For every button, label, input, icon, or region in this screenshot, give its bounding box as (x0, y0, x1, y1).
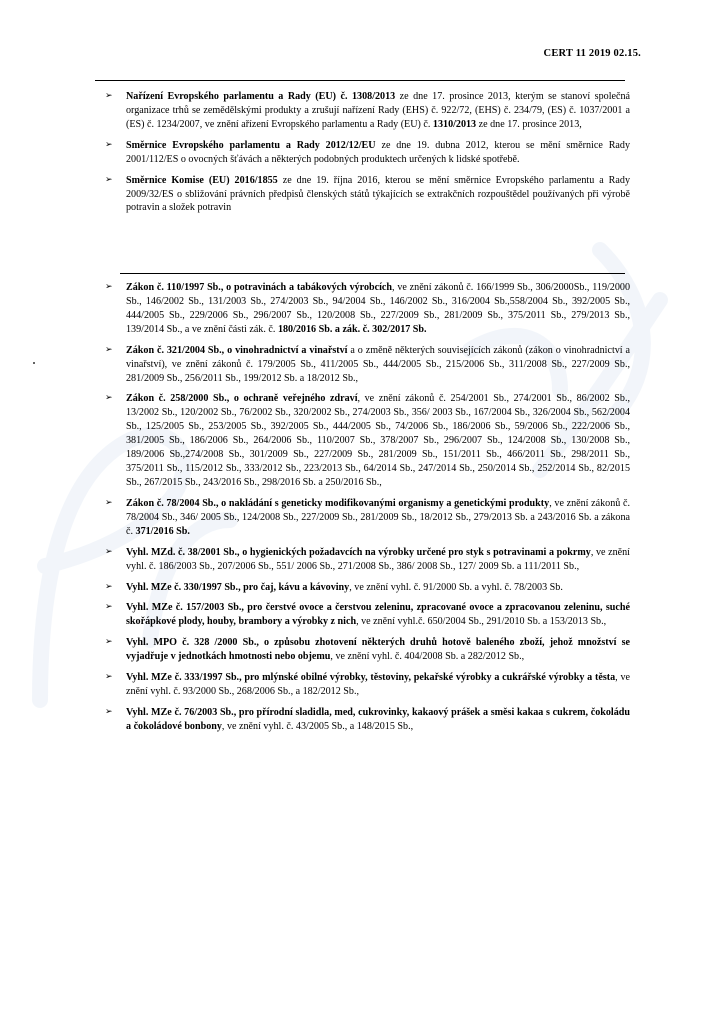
item-title: Vyhl. MZd. č. 38/2001 Sb., o hygienických požadavcích na výrobky určené pro styk s potravinami a pokrmy (126, 546, 591, 558)
stray-mark (33, 362, 35, 364)
item-title: Vyhl. MZe č. 157/2003 Sb., pro čerstvé ovoce a čerstvou zeleninu, zpracované ovoce a zpracovanou zeleninu, suché skořápkové plody, houby, brambory a výrobky z nich (126, 602, 630, 628)
arrow-bullet-icon: ➢ (105, 637, 113, 648)
item-title-2: 1310/2013 (432, 118, 477, 130)
list-item (95, 344, 630, 386)
list-item (95, 497, 630, 539)
item-title: Směrnice Komise (EU) 2016/1855 (126, 174, 278, 186)
item-title: Zákon č. 78/2004 Sb., o nakládání s geneticky modifikovanými organismy a genetickými produkty (126, 497, 550, 509)
arrow-bullet-icon: ➢ (105, 546, 113, 557)
arrow-bullet-icon: ➢ (105, 497, 113, 508)
item-title: Zákon č. 258/2000 Sb., o ochraně veřejného zdraví (126, 393, 358, 405)
arrow-bullet-icon: ➢ (105, 174, 113, 185)
list-item (95, 581, 630, 595)
item-text: , ve znění vyhl. č. 404/2008 Sb. a 282/2012 Sb., (330, 651, 525, 663)
cz-list (95, 281, 630, 734)
item-text-2: ze dne 17. prosince 2013, (476, 118, 582, 130)
arrow-bullet-icon: ➢ (105, 581, 113, 592)
item-title: Vyhl. MPO č. 328 /2000 Sb., o způsobu zhotovení některých druhů hotově baleného zboží, jehož množství se vyjadřuje v jednotkách hmotnosti nebo objemu (126, 637, 630, 663)
section-eu-regulations (95, 90, 630, 222)
item-title: Směrnice Evropského parlamentu a Rady 2012/12/EU (126, 139, 376, 151)
list-item (95, 636, 630, 664)
item-title: Nařízení Evropského parlamentu a Rady (EU) č. 1308/2013 (126, 91, 396, 102)
item-text: , ve znění zákonů č. 254/2001 Sb., 274/2001 Sb., 86/2002 Sb., 13/2002 Sb., 120/2002 Sb., 76/2002 Sb., 320/2002 Sb., 274/2003 Sb., 356/ 2003 Sb., 167/2004 Sb., 326/2004 Sb., 562/2004 Sb., 125/2005 Sb., 253/2005 Sb., 392/2005 Sb., 444/2005 Sb., 74/2006 Sb., 186/2006 Sb., 59/2006 Sb., 222/2006 Sb., 381/2005 Sb., 186/2006 Sb., 264/2006 Sb., 110/2007 Sb., 378/2007 Sb., 296/2007 Sb., 124/2008 Sb., 130/2008 Sb., 189/2006 Sb.,274/2008 Sb., 301/2009 Sb., 227/2009 Sb., 281/2009 Sb., 151/2011 Sb., 466/2011 Sb., 298/2011 Sb., 375/2011 Sb., 115/2012 Sb., 333/2012 Sb., 223/2013 Sb., 64/2014 Sb., 247/2014 Sb., 250/2014 Sb., 252/2014 Sb., 82/2015 Sb., 267/2015 Sb., 243/2016 Sb., 298/2016 Sb. a 250/2016 Sb., (126, 393, 630, 488)
item-text: , ve znění vyhl. č. 93/2000 Sb., 268/2006 Sb., a 182/2012 Sb., (126, 672, 630, 698)
item-text: , ve znění zákonů č. 166/1999 Sb., 306/2000Sb., 119/2000 Sb., 146/2002 Sb., 131/2003 Sb., 274/2003 Sb., 94/2004 Sb., 146/2002 Sb., 316/2004 Sb.,558/2004 Sb., 392/2005 Sb., 444/2005 Sb., 229/2006 Sb., 296/2007 Sb., 120/2008 Sb., 227/2009 Sb., 281/2009 Sb., 375/2011 Sb., 279/2013 Sb., 139/2014 Sb., a ve znění části zák. č. (126, 282, 630, 335)
item-text: , ve znění vyhl. č. 186/2003 Sb., 207/2006 Sb., 551/ 2006 Sb., 271/2008 Sb., 386/ 2008 Sb., 127/ 2009 Sb. a 111/2011 Sb., (126, 546, 630, 572)
list-item (95, 546, 630, 574)
arrow-bullet-icon: ➢ (105, 139, 113, 150)
eu-list (95, 90, 630, 215)
item-text: , ve znění vyhl. č. 91/2000 Sb. a vyhl. č. 78/2003 Sb. (349, 581, 563, 593)
list-item (95, 174, 630, 216)
divider-middle (120, 273, 625, 274)
item-text: a o změně některých souvisejících zákonů (zákon o vinohradnictví a vinařství), ve znění zákonů č. 179/2005 Sb., 411/2005 Sb., 444/2005 Sb., 215/2006 Sb., 311/2008 Sb., 227/2009 Sb., 281/2009 Sb., 256/2011 Sb., 199/2012 Sb. a 18/2012 Sb., (126, 344, 630, 384)
item-title: Zákon č. 321/2004 Sb., o vinohradnictví a vinařství (126, 344, 348, 356)
item-title: Vyhl. MZe č. 330/1997 Sb., pro čaj, kávu a kávoviny (126, 581, 350, 593)
list-item (95, 392, 630, 489)
item-title-2: 371/2016 Sb. (135, 525, 190, 537)
list-item (95, 601, 630, 629)
item-text: ze dne 19. dubna 2012, kterou se mění směrnice Rady 2001/112/ES o ovocných šťávách a některých podobných produktech určených k lidské spotřebě. (126, 139, 630, 165)
arrow-bullet-icon: ➢ (105, 282, 113, 292)
list-item (95, 671, 630, 699)
item-text: ze dne 17. prosince 2013, kterým se stanoví společná organizace trhů se zemědělskými produkty a zrušují nařízení Rady (EHS) č. 922/72, (EHS) č. 234/79, (ES) č. 1037/2001 a (ES) č. 1234/2007, ve znění ařízení Evropského parlamentu a Rady (EU) č. (126, 91, 630, 130)
arrow-bullet-icon: ➢ (105, 91, 113, 101)
item-text: , ve znění vyhl. č. 43/2005 Sb., a 148/2015 Sb., (221, 720, 414, 732)
arrow-bullet-icon: ➢ (105, 602, 113, 613)
list-item (95, 90, 630, 132)
list-item (95, 281, 630, 337)
document-header-code: CERT 11 2019 02.15. (543, 48, 641, 59)
item-text: , ve znění vyhl.č. 650/2004 Sb., 291/2010 Sb. a 153/2013 Sb., (356, 616, 607, 628)
arrow-bullet-icon: ➢ (105, 393, 113, 404)
item-text: , ve znění zákonů č. 78/2004 Sb., 346/ 2005 Sb., 124/2008 Sb., 227/2009 Sb., 281/2009 Sb., 18/2012 Sb., 279/2013 Sb. a 243/2016 Sb. a zákona č. (126, 497, 630, 537)
item-title: Zákon č. 110/1997 Sb., o potravinách a tabákových výrobcích (126, 282, 392, 293)
section-cz-laws (95, 281, 630, 741)
arrow-bullet-icon: ➢ (105, 672, 113, 683)
arrow-bullet-icon: ➢ (105, 344, 113, 355)
item-title: Vyhl. MZe č. 333/1997 Sb., pro mlýnské obilné výrobky, těstoviny, pekařské výrobky a cukrářské výrobky a těsta (126, 672, 616, 684)
divider-top (95, 80, 625, 81)
list-item (95, 139, 630, 167)
item-text: ze dne 19. října 2016, kterou se mění směrnice Evropského parlamentu a Rady 2009/32/ES o sbližování právních předpisů členských států týkajících se extrakčních rozpouštědel používaných při výrobě potravin a složek potravin (126, 174, 630, 214)
item-title-2: 180/2016 Sb. a zák. č. 302/2017 Sb. (277, 323, 427, 335)
arrow-bullet-icon: ➢ (105, 706, 113, 717)
list-item (95, 706, 630, 734)
item-title: Vyhl. MZe č. 76/2003 Sb., pro přírodní sladidla, med, cukrovinky, kakaový prášek a směsi kakaa s cukrem, čokoládu a čokoládové bonbony (126, 706, 630, 732)
